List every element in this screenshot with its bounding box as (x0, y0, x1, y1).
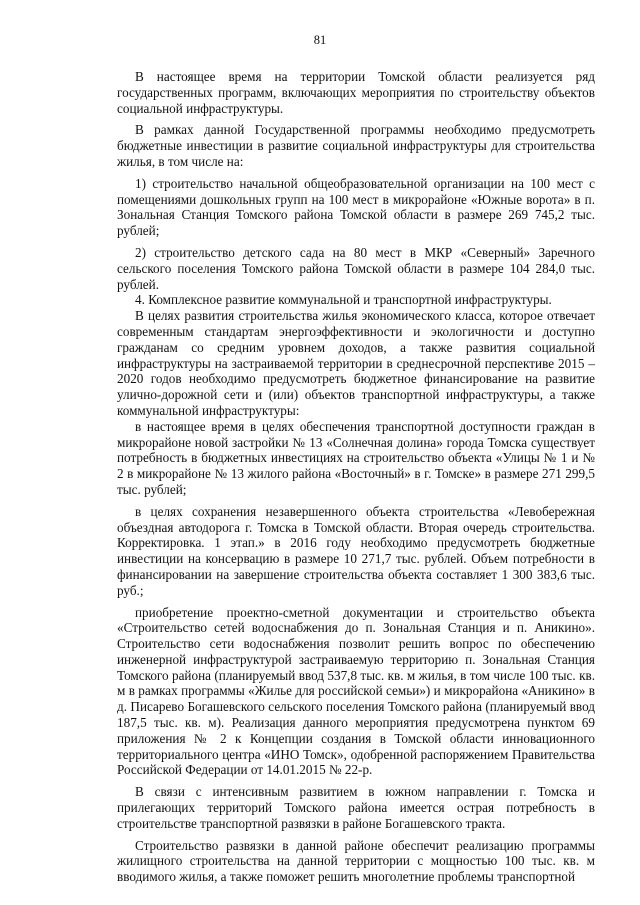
list-item-kindergarten: 2) строительство детского сада на 80 мест в МКР «Северный» Заречного сельского поселения Томского района Томской области в размере 104 284,0 тыс. рублей. (117, 244, 595, 292)
paragraph-left-bank-bypass: в целях сохранения незавершенного объекта строительства «Левобережная объездная автодорога г. Томска в Томской области. Вторая очередь строительства. Корректировка. 1 этап.» в 2016 году необходимо предусмотреть бюджетные инвестиции на консервацию в размере 10 271,7 тыс. рублей. Объем потребности в финансировании на завершение строительства объекта составляет 1 300 383,6 тыс. руб.; (117, 503, 595, 598)
paragraph-intro: В настоящее время на территории Томской области реализуется ряд государственных программ, включающих мероприятия по строительству объектов социальной инфраструктуры. (117, 69, 595, 116)
paragraph-southern-development: В связи с интенсивным развитием в южном направлении г. Томска и прилегающих территорий Томского района имеется острая потребность в строительстве транспортной развязки в районе Богашевского тракта. (117, 784, 595, 831)
document-body (117, 69, 595, 885)
paragraph-economy-housing: В целях развития строительства жилья экономического класса, которое отвечает современным стандартам энергоэффективности и экологичности и доступно гражданам со средним уровнем доходов, а также развития социальной инфраструктуры на застраиваемой территории в среднесрочной перспективе 2015 – 2020 годов необходимо предусмотреть бюджетное финансирование на развитие улично-дорожной сети и (или) объектов транспортной инфраструктуры, а также коммунальной инфраструктуры: (117, 308, 595, 418)
page-number: 81 (313, 33, 327, 47)
paragraph-interchange: Строительство развязки в данной районе обеспечит реализацию программы жилищного строительства на данной территории с мощностью 100 тыс. кв. м вводимого жилья, а также поможет решить многолетние проблемы транспортной (117, 837, 595, 885)
section-heading-infrastructure: 4. Комплексное развитие коммунальной и транспортной инфраструктуры. (135, 292, 552, 308)
paragraph-solnechnaya-dolina: в настоящее время в целях обеспечения транспортной доступности граждан в микрорайоне новой застройки № 13 «Солнечная долина» города Томска существует потребность в бюджетных инвестициях на строительство объекта «Улицы № 1 и № 2 в микрорайоне № 13 жилого района «Восточный» в г. Томске» в размере 271 299,5 тыс. рублей; (117, 418, 595, 497)
paragraph-water-supply: приобретение проектно-сметной документации и строительство объекта «Строительство сетей водоснабжения до п. Зональная Станция и п. Аникино». Строительство сети водоснабжения позволит решить вопрос по обеспечению инженерной инфраструктурой застраиваемую территорию п. Зональная Станция Томского района (планируемый ввод 537,8 тыс. кв. м жилья, в том числе 100 тыс. кв. м в рамках программы «Жилье для российской семьи») и микрорайона «Аникино» в д. Писарево Богашевского сельского поселения Томского района (планируемый ввод 187,5 тыс. кв. м). Реализация данного мероприятия предусмотрена пунктом 69 приложения № 2 к Концепции создания в Томской области инновационного территориального центра «ИНО Томск», одобренной распоряжением Правительства Российской Федерации от 14.01.2015 № 22-р. (117, 604, 595, 778)
list-item-school: 1) строительство начальной общеобразовательной организации на 100 мест с помещениями дошкольных групп на 100 мест в микрорайоне «Южные ворота» в п. Зональная Станция Томского района Томской области в размере 269 745,2 тыс. рублей; (117, 175, 595, 239)
paragraph-program-scope: В рамках данной Государственной программы необходимо предусмотреть бюджетные инвестиции в развитие социальной инфраструктуры для строительства жилья, в том числе на: (117, 122, 595, 169)
